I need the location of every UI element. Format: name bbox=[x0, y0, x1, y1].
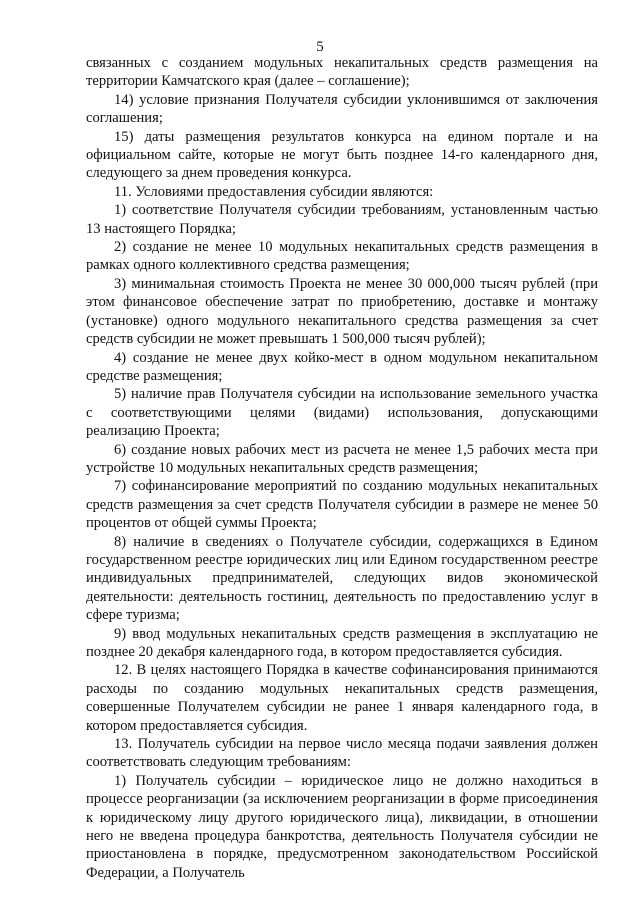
paragraph: 12. В целях настоящего Порядка в качестве софинансирования принимаются расходы по созданию модульных некапитальных средств размещения, совершенные Получателем субсидии не ранее 1 января календарного года, в котором предоставляется субсидия. bbox=[86, 662, 598, 734]
paragraph: 1) соответствие Получателя субсидии требованиям, установленным частью 13 настоящего Порядка; bbox=[86, 202, 598, 237]
paragraph: связанных с созданием модульных некапитальных средств размещения на территории Камчатского края (далее – соглашение); bbox=[86, 55, 598, 90]
paragraph: 11. Условиями предоставления субсидии являются: bbox=[114, 183, 434, 200]
page-number: 5 bbox=[316, 39, 324, 55]
paragraph: 9) ввод модульных некапитальных средств размещения в эксплуатацию не позднее 20 декабря календарного года, в котором предоставляется субсидия. bbox=[86, 625, 598, 660]
paragraph: 3) минимальная стоимость Проекта не менее 30 000,000 тысяч рублей (при этом финансовое обеспечение затрат по приобретению, доставке и монтажу (установке) одного модульного некапитального средства размещения за счет средств субсидии не может превышать 1 500,000 тысяч рублей); bbox=[86, 275, 598, 348]
paragraph: 8) наличие в сведениях о Получателе субсидии, содержащихся в Едином государственном реестре юридических лиц или Едином государственном реестре индивидуальных предпринимателей, следующих видов экономической деятельности: деятельность гостиниц, деятельность по предоставлению услуг в сфере туризма; bbox=[86, 533, 598, 624]
paragraph: 5) наличие прав Получателя субсидии на использование земельного участка с соответствующими целями (видами) использования, допускающими реализацию Проекта; bbox=[86, 386, 598, 440]
paragraph: 14) условие признания Получателя субсидии уклонившимся от заключения соглашения; bbox=[86, 91, 598, 127]
paragraph: 6) создание новых рабочих мест из расчета не менее 1,5 рабочих места при устройстве 10 модульных некапитальных средств размещения; bbox=[86, 441, 598, 476]
document-body bbox=[86, 54, 598, 882]
paragraph: 1) Получатель субсидии – юридическое лицо не должно находиться в процессе реорганизации (за исключением реорганизации в форме присоединения к юридическому лицу другого юридического лица), ликвидации, в отношении него не введена процедура банкротства, деятельность Получателя субсидии не приостановлена в порядке, предусмотренном законодательством Российской Федерации, а Получатель bbox=[86, 772, 598, 881]
paragraph: 2) создание не менее 10 модульных некапитальных средств размещения в рамках одного коллективного средства размещения; bbox=[86, 239, 598, 274]
paragraph: 7) софинансирование мероприятий по созданию модульных некапитальных средств размещения за счет средств Получателя субсидии в размере не менее 50 процентов от общей суммы Проекта; bbox=[86, 478, 598, 532]
paragraph: 4) создание не менее двух койко-мест в одном модульном некапитальном средстве размещения; bbox=[86, 349, 598, 384]
paragraph: 13. Получатель субсидии на первое число месяца подачи заявления должен соответствовать следующим требованиям: bbox=[86, 736, 598, 771]
paragraph: 15) даты размещения результатов конкурса на едином портале и на официальном сайте, которые не могут быть позднее 14-го календарного дня, следующего за днем проведения конкурса. bbox=[86, 128, 598, 182]
